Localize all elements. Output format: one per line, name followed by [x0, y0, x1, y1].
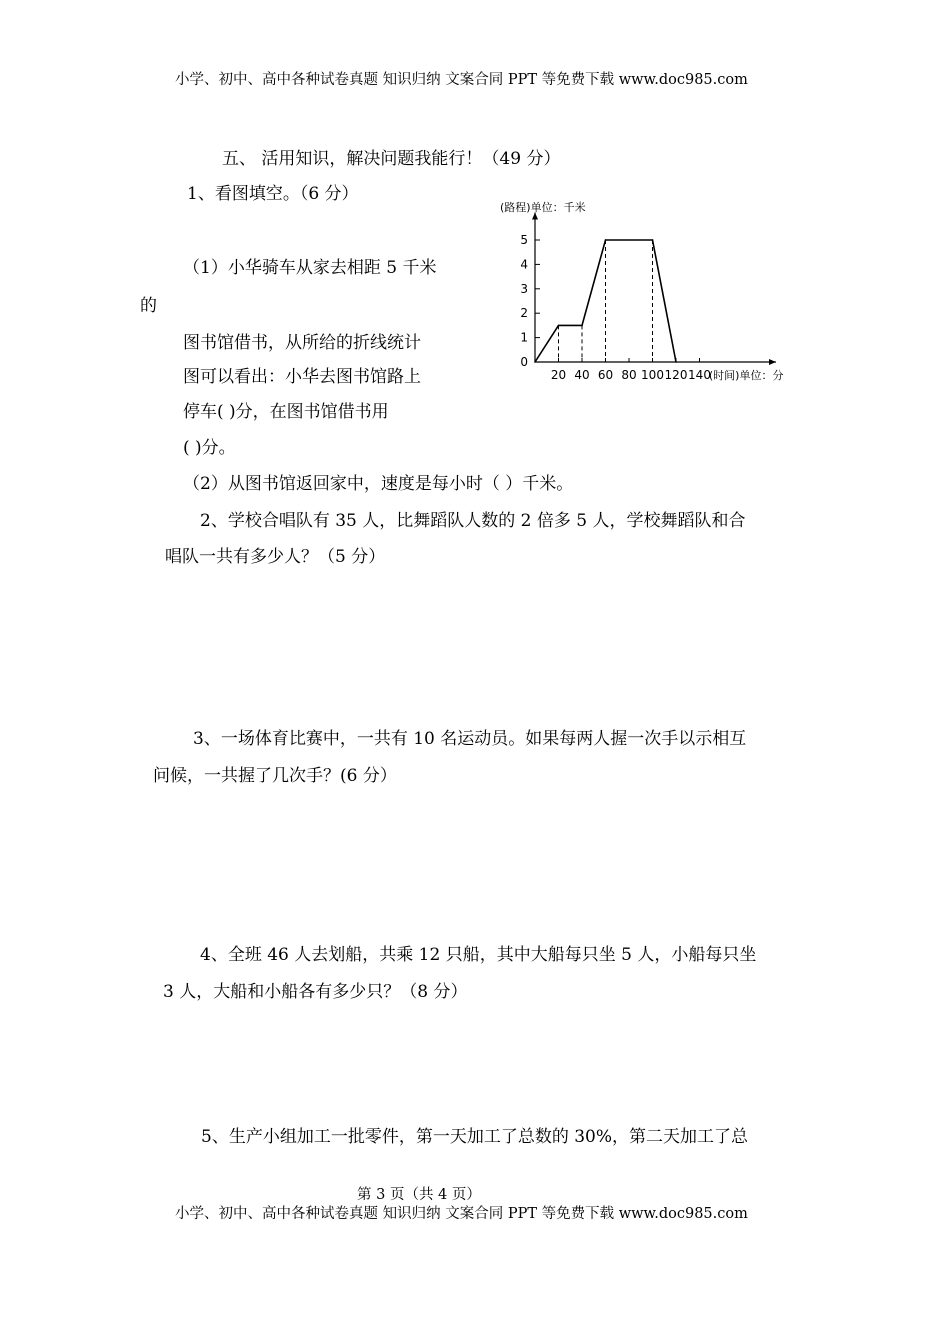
distance-time-chart: [500, 196, 820, 386]
x-tick-label: 100: [641, 368, 664, 382]
x-tick-label: 120: [664, 368, 688, 382]
page-header: 小学、初中、高中各种试卷真题 知识归纳 文案合同 PPT 等免费下载 www.doc985.com: [175, 72, 748, 88]
y-tick-label: 2: [520, 306, 528, 321]
q1-p1-line-6: ( )分。: [183, 438, 236, 458]
q2-line-2: 唱队一共有多少人？（5 分）: [165, 547, 386, 567]
q1-p1-line-2: 的: [140, 296, 157, 316]
q1-p1-line-5: 停车( )分，在图书馆借书用: [183, 402, 389, 422]
q1-p2: （2）从图书馆返回家中，速度是每小时（ ）千米。: [183, 474, 574, 494]
y-tick-label: 5: [520, 233, 528, 247]
page-footer: 小学、初中、高中各种试卷真题 知识归纳 文案合同 PPT 等免费下载 www.doc985.com: [175, 1206, 748, 1222]
y-tick-label: 0: [520, 355, 528, 369]
section-title: 五、 活用知识，解决问题我能行！（49 分）: [222, 149, 561, 169]
y-tick-label: 3: [520, 281, 528, 296]
data-point: [652, 239, 654, 241]
x-tick-label: 60: [597, 368, 614, 382]
data-point: [558, 325, 560, 327]
q2-line-1: 2、学校合唱队有 35 人，比舞蹈队人数的 2 倍多 5 人，学校舞蹈队和合: [200, 511, 746, 531]
q1-p1-line-3: 图书馆借书，从所给的折线统计: [183, 333, 421, 353]
q1-title: 1、看图填空。（6 分）: [187, 184, 359, 204]
x-tick-label: 80: [621, 368, 637, 382]
data-point: [534, 361, 536, 363]
x-axis-arrow: [769, 359, 776, 365]
q5-line-1: 5、生产小组加工一批零件，第一天加工了总数的 30%，第二天加工了总: [201, 1127, 749, 1147]
q4-line-2: 3 人，大船和小船各有多少只？（8 分）: [163, 982, 468, 1002]
data-point: [675, 361, 677, 363]
x-tick-label: 140: [688, 368, 711, 382]
data-point: [605, 239, 607, 241]
y-tick-label: 1: [520, 330, 528, 345]
route-line: [535, 240, 676, 362]
page-number: 第 3 页（共 4 页）: [357, 1187, 481, 1203]
x-tick-label: 40: [574, 368, 590, 382]
q1-p1-line-4: 图可以看出：小华去图书馆路上: [183, 367, 421, 387]
q1-p1-line-1: （1）小华骑车从家去相距 5 千米: [183, 258, 437, 278]
q3-line-1: 3、一场体育比赛中，一共有 10 名运动员。如果每两人握一次手以示相互: [193, 729, 747, 749]
q3-line-2: 问候，一共握了几次手？(6 分）: [153, 766, 397, 786]
q4-line-1: 4、全班 46 人去划船，共乘 12 只船，其中大船每只坐 5 人，小船每只坐: [200, 945, 757, 965]
data-point: [581, 325, 583, 327]
x-axis-title: (时间)单位：分: [708, 369, 784, 382]
y-axis-title: (路程)单位：千米: [500, 201, 586, 214]
x-tick-label: 20: [550, 368, 567, 382]
y-tick-label: 4: [520, 257, 528, 272]
